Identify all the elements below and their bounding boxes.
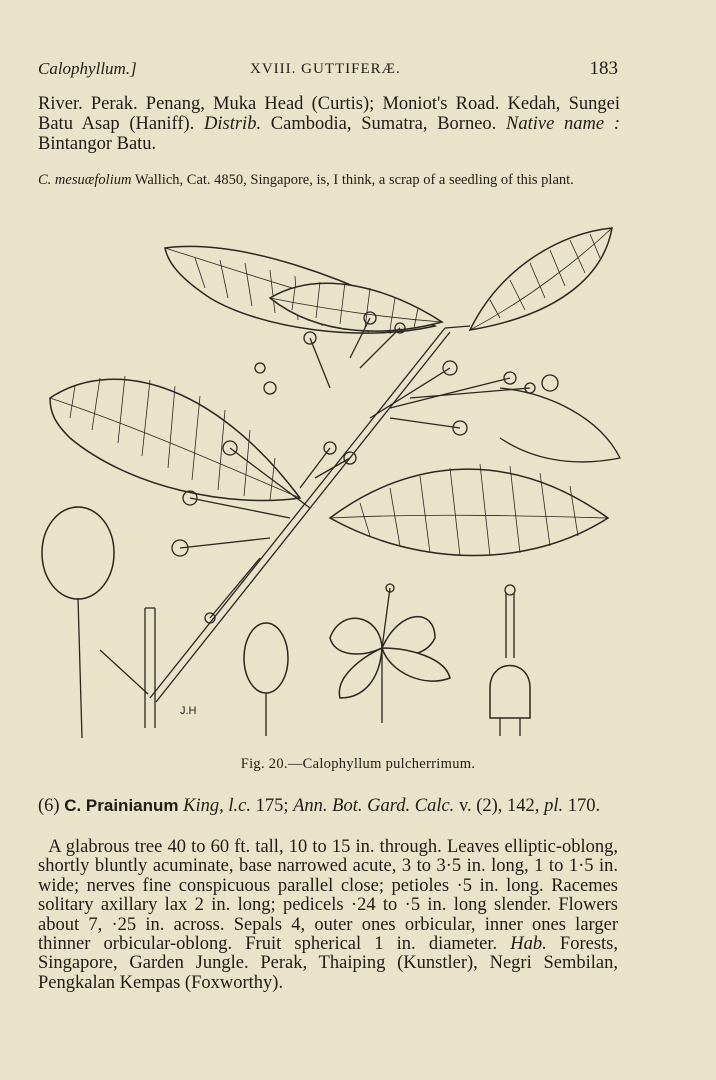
species-description <box>38 838 618 993</box>
note-text: Wallich, Cat. 4850, Singapore, is, I think, a scrap of a seedling of this plant. <box>131 172 574 188</box>
pistil-detail <box>490 585 530 736</box>
running-header <box>38 58 618 80</box>
header-genus: Calophyllum.] <box>38 59 137 78</box>
habitat-label: Hab. <box>510 934 547 955</box>
species-name: C. Prainianum <box>64 796 179 815</box>
native-name-text: Bintangor Batu. <box>38 134 157 154</box>
note-species: C. mesuæfolium <box>38 172 132 188</box>
page-number: 183 <box>589 58 618 79</box>
illustrator-initials: J.H <box>180 705 197 717</box>
species-ref-volume: v. (2), 142, <box>454 796 545 816</box>
anther-detail <box>244 623 288 736</box>
leaf-right <box>330 464 608 556</box>
species-ref-page: 175; <box>250 796 294 816</box>
species-number: (6) <box>38 796 65 816</box>
botanical-illustration <box>30 218 630 748</box>
figure-caption: Fig. 20.—Calophyllum pulcherrimum. <box>240 756 476 772</box>
species-authority: King, l.c. <box>178 796 251 816</box>
locality-paragraph <box>38 94 620 154</box>
twig-detail <box>145 608 155 728</box>
habitat-text: Forests, Singapore, Garden Jungle. Perak, Thaiping (Kunstler), Negri Sembilan, Pengkalan Kempas (Foxworthy). <box>38 934 618 993</box>
note-paragraph <box>38 172 620 188</box>
species-ref-plate: 170. <box>563 796 601 816</box>
species-heading <box>38 796 618 816</box>
native-name-label: Native name : <box>506 114 620 134</box>
locality-text: River. Perak. Penang, Muka Head (Curtis); Moniot's Road. Kedah, Sungei Batu Asap (Haniff). <box>38 94 620 134</box>
species-ref-journal: Ann. Bot. Gard. Calc. <box>293 796 455 816</box>
open-flower-detail <box>330 584 450 723</box>
description-text: A glabrous tree 40 to 60 ft. tall, 10 to 15 in. through. Leaves elliptic-oblong, shortly bluntly acuminate, base narrowed acute, 3 to 3·5 in. long, 1 to 1·5 in. wide; nerves fine conspicuous parallel close; petioles ·5 in. long. Racemes solitary axillary lax 2 in. long; pedicels ·24 to ·5 in. long slender. Flowers about 7, ·25 in. across. Sepals 4, outer ones orbicular, inner ones larger thinner orbicular-oblong. Fruit spherical 1 in. diameter. <box>38 837 619 955</box>
leaf-left <box>50 376 300 501</box>
distrib-text: Cambodia, Sumatra, Borneo. <box>261 114 507 134</box>
distrib-label: Distrib. <box>204 114 262 134</box>
species-ref-plate-label: pl. <box>544 796 564 816</box>
header-family: XVIII. GUTTIFERÆ. <box>250 61 401 77</box>
leaf-top-right <box>470 228 612 330</box>
leaf-right-outline <box>500 388 620 462</box>
fruit-drawing <box>42 507 114 738</box>
